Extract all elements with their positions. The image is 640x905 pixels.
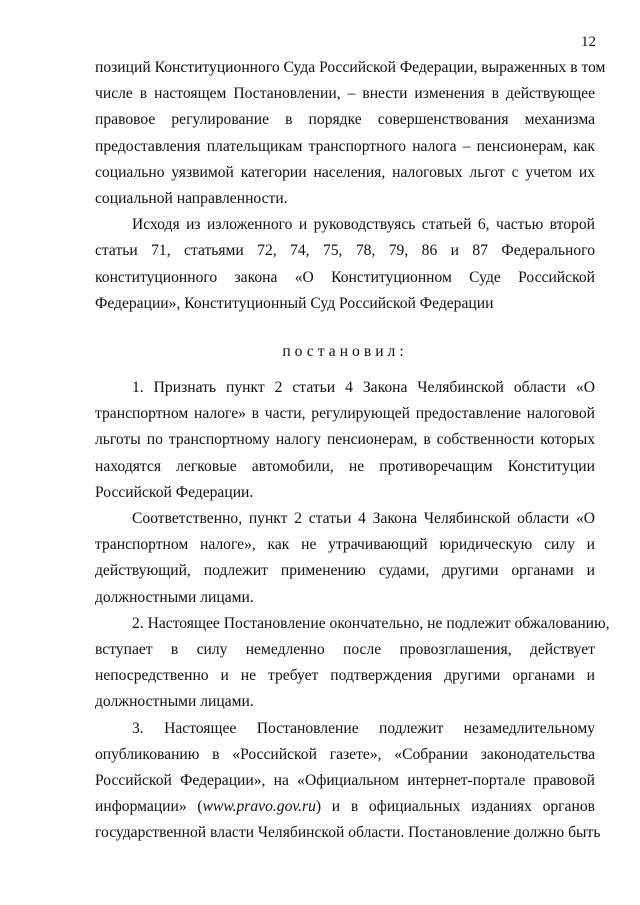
text-line: государственной власти Челябинской области. Постановление должно быть [95, 824, 601, 842]
text-line: должностными лицами. [95, 588, 254, 606]
text-line: непосредственно и не требует подтверждения другими органами и [95, 667, 595, 685]
text-line: Соответственно, пункт 2 статьи 4 Закона Челябинской области «О [132, 510, 595, 528]
text-line: действующий, подлежит применению судами, другими органами и [95, 562, 595, 580]
text-line: конституционного закона «О Конституционном Суде Российской [95, 268, 595, 286]
text-line: 3. Настоящее Постановление подлежит незамедлительному [132, 719, 595, 737]
text-line: числе в настоящем Постановлении, – внести изменения в действующее [95, 85, 595, 103]
resolution-item-1 [95, 375, 595, 506]
text-line: 2. Настоящее Постановление окончательно, не подлежит обжалованию, [132, 614, 610, 632]
text-line: статьи 71, статьями 72, 74, 75, 78, 79, 86 и 87 Федерального [95, 242, 595, 260]
paragraph-basis [95, 212, 595, 317]
text-line: правовое регулирование в порядке совершенствования механизма [95, 111, 595, 129]
resolution-item-2 [95, 611, 610, 716]
url-suffix: ) и в официальных изданиях органов [315, 798, 595, 816]
paragraph-intro [95, 55, 606, 212]
text-line: транспортном налоге» в части, регулирующей предоставление налоговой [95, 405, 595, 423]
text-line: социально уязвимой категории населения, налоговых льгот с учетом их [95, 163, 595, 181]
text-line: предоставления плательщикам транспортного налога – пенсионерам, как [95, 137, 595, 155]
text-line-with-url [95, 794, 595, 820]
text-line: льготы по транспортному налогу пенсионерам, в собственности которых [95, 431, 595, 449]
text-line: транспортном налоге», как не утрачивающий юридическую силу и [95, 536, 595, 554]
text-line: Российской Федерации», на «Официальном интернет-портале правовой [95, 772, 595, 790]
text-line: Российской Федерации. [95, 483, 254, 501]
text-line: социальной направленности. [95, 190, 288, 208]
resolution-heading: постановил: [282, 343, 408, 361]
text-line: 1. Признать пункт 2 статьи 4 Закона Челябинской области «О [132, 379, 595, 397]
text-line: Исходя из изложенного и руководствуясь статьей 6, частью второй [132, 216, 595, 234]
url-prefix: информации» ( [95, 798, 203, 816]
text-line: опубликованию в «Российской газете», «Собрании законодательства [95, 745, 595, 763]
text-line: Федерации», Конституционный Суд Российской Федерации [95, 294, 494, 312]
document-body [95, 55, 610, 847]
official-portal-url: www.pravo.gov.ru [202, 798, 316, 816]
text-line: позиций Конституционного Суда Российской Федерации, выраженных в том [95, 59, 606, 76]
text-line: находятся легковые автомобили, не противоречащим Конституции [95, 457, 595, 475]
page-number: 12 [581, 34, 596, 50]
text-line: должностными лицами. [95, 693, 254, 711]
text-line: вступает в силу немедленно после провозглашения, действует [95, 641, 595, 659]
resolution-item-1-continuation [95, 506, 595, 611]
resolution-item-3 [95, 716, 601, 847]
